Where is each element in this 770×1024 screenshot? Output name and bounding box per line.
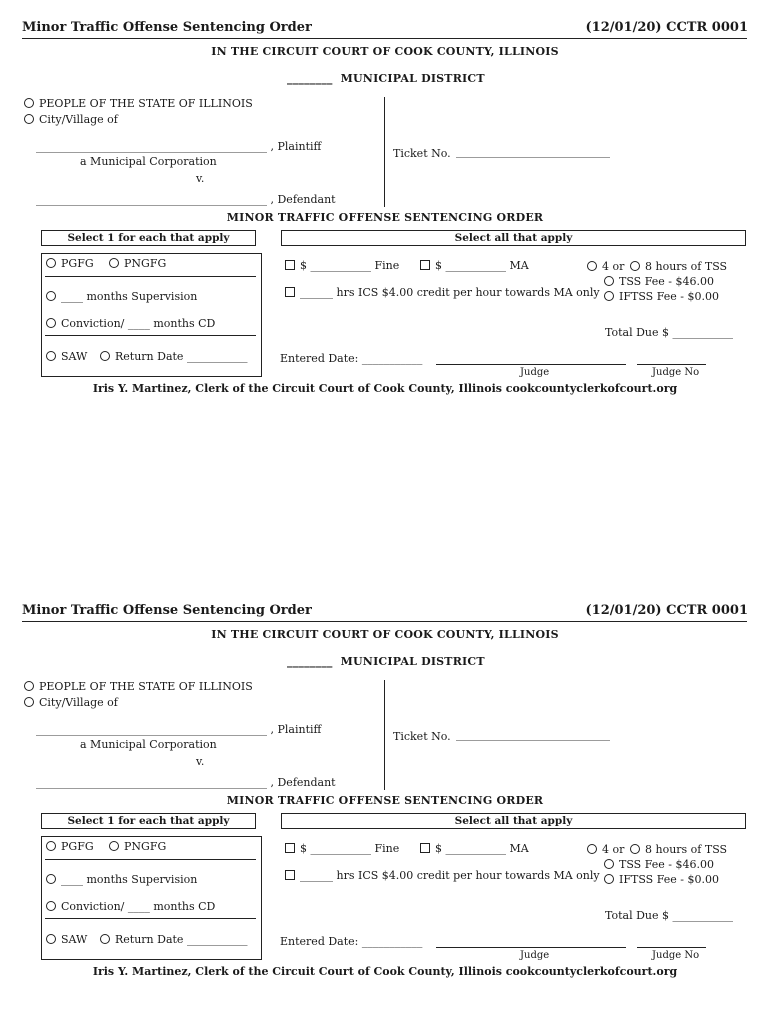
ticket-number-field[interactable]: ____________________________ [456, 145, 610, 158]
supervision-radio[interactable] [46, 874, 56, 884]
supervision-label: ____ months Supervision [61, 873, 198, 886]
tss-4-option[interactable] [587, 843, 624, 856]
tss-fee-radio[interactable] [604, 859, 614, 869]
supervision-radio[interactable] [46, 291, 56, 301]
district-blank[interactable]: ________ [287, 72, 333, 85]
versus-label: v. [196, 172, 205, 185]
form-title: Minor Traffic Offense Sentencing Order [22, 603, 312, 618]
city-option-label: City/Village of [39, 113, 118, 126]
caption-divider [384, 97, 385, 207]
pgfg-label: PGFG [61, 257, 94, 270]
return-date-label: Return Date ___________ [115, 933, 248, 946]
pgfg-radio[interactable] [46, 841, 56, 851]
pngfg-label: PNGFG [124, 257, 167, 270]
entered-date-field[interactable]: Entered Date: ___________ [280, 935, 423, 948]
tss-8-radio[interactable] [630, 261, 640, 271]
row-divider [45, 859, 256, 860]
municipal-corp-label: a Municipal Corporation [80, 738, 217, 751]
title-divider [22, 621, 747, 622]
caption-divider [384, 680, 385, 790]
ma-label: $ ___________ MA [435, 842, 529, 855]
pngfg-label: PNGFG [124, 840, 167, 853]
conviction-radio[interactable] [46, 901, 56, 911]
supervision-label: ____ months Supervision [61, 290, 198, 303]
tss-8-label: 8 hours of TSS [645, 843, 728, 856]
pgfg-radio[interactable] [46, 258, 56, 268]
tss-8-option[interactable] [630, 260, 727, 273]
fine-label: $ ___________ Fine [300, 842, 400, 855]
pngfg-radio[interactable] [109, 258, 119, 268]
district-heading [287, 72, 485, 85]
tss-4-radio[interactable] [587, 844, 597, 854]
supervision-option[interactable] [46, 290, 197, 303]
entered-date-field[interactable]: Entered Date: ___________ [280, 352, 423, 365]
pgfg-option[interactable] [46, 840, 94, 853]
total-due-field[interactable]: Total Due $ ___________ [605, 909, 734, 922]
form-code: (12/01/20) CCTR 0001 [585, 20, 748, 35]
ma-label: $ ___________ MA [435, 259, 529, 272]
people-option-label: PEOPLE OF THE STATE OF ILLINOIS [39, 97, 253, 110]
return-date-option[interactable] [100, 350, 247, 363]
clerk-footer: Iris Y. Martinez, Clerk of the Circuit Court of Cook County, Illinois cookcountyclerkofcourt.org [92, 382, 678, 395]
conviction-option[interactable] [46, 317, 215, 330]
ics-option[interactable] [285, 869, 600, 882]
tss-4-label: 4 or [602, 843, 625, 856]
judge-no-label: Judge No [652, 950, 700, 961]
return-date-radio[interactable] [100, 934, 110, 944]
ics-label: ______ hrs ICS $4.00 credit per hour towards MA only [300, 286, 600, 299]
judge-label: Judge [520, 367, 550, 378]
tss-8-label: 8 hours of TSS [645, 260, 728, 273]
versus-label: v. [196, 755, 205, 768]
pgfg-label: PGFG [61, 840, 94, 853]
pngfg-option[interactable] [109, 840, 166, 853]
row-divider [45, 276, 256, 277]
return-date-label: Return Date ___________ [115, 350, 248, 363]
ma-option[interactable] [420, 259, 529, 272]
defendant-field[interactable]: __________________________________________ , Defendant [36, 193, 336, 206]
ma-checkbox[interactable] [420, 843, 430, 853]
ticket-label: Ticket No. [393, 730, 451, 743]
ma-option[interactable] [420, 842, 529, 855]
city-option[interactable] [24, 696, 118, 709]
city-radio[interactable] [24, 697, 34, 707]
iftss-fee-label: IFTSS Fee - $0.00 [619, 873, 719, 886]
saw-option[interactable] [46, 350, 87, 363]
people-radio[interactable] [24, 98, 34, 108]
total-due-field[interactable]: Total Due $ ___________ [605, 326, 734, 339]
saw-label: SAW [61, 933, 88, 946]
iftss-fee-option[interactable] [604, 290, 719, 303]
tss-8-option[interactable] [630, 843, 727, 856]
fine-option[interactable] [285, 842, 399, 855]
tss-8-radio[interactable] [630, 844, 640, 854]
iftss-fee-radio[interactable] [604, 874, 614, 884]
tss-fee-label: TSS Fee - $46.00 [619, 858, 714, 871]
ics-checkbox[interactable] [285, 870, 295, 880]
section-title: MINOR TRAFFIC OFFENSE SENTENCING ORDER [226, 794, 544, 807]
saw-label: SAW [61, 350, 88, 363]
sentencing-order-form-1 [0, 0, 770, 400]
tss-fee-option[interactable] [604, 275, 714, 288]
city-option[interactable] [24, 113, 118, 126]
judge-label: Judge [520, 950, 550, 961]
people-option-label: PEOPLE OF THE STATE OF ILLINOIS [39, 680, 253, 693]
fine-label: $ ___________ Fine [300, 259, 400, 272]
people-radio[interactable] [24, 681, 34, 691]
ics-checkbox[interactable] [285, 287, 295, 297]
tss-4-label: 4 or [602, 260, 625, 273]
conviction-radio[interactable] [46, 318, 56, 328]
plaintiff-field[interactable]: __________________________________________ , Plaintiff [36, 723, 322, 736]
fine-checkbox[interactable] [285, 843, 295, 853]
saw-option[interactable] [46, 933, 87, 946]
district-label: MUNICIPAL DISTRICT [340, 655, 485, 668]
row-divider [45, 335, 256, 336]
conviction-label: Conviction/ ____ months CD [61, 317, 216, 330]
select-all-header: Select all that apply [281, 813, 746, 829]
pngfg-radio[interactable] [109, 841, 119, 851]
select-all-header: Select all that apply [281, 230, 746, 246]
select-one-header: Select 1 for each that apply [41, 813, 256, 829]
court-heading: IN THE CIRCUIT COURT OF COOK COUNTY, ILLINOIS [211, 45, 559, 58]
judge-signature-line[interactable] [436, 364, 626, 365]
saw-radio[interactable] [46, 351, 56, 361]
tss-4-radio[interactable] [587, 261, 597, 271]
title-divider [22, 38, 747, 39]
fine-option[interactable] [285, 259, 399, 272]
supervision-option[interactable] [46, 873, 197, 886]
ticket-label: Ticket No. [393, 147, 451, 160]
sentencing-order-form-2 [0, 583, 770, 983]
judge-signature-line[interactable] [436, 947, 626, 948]
people-option[interactable] [24, 97, 253, 110]
conviction-label: Conviction/ ____ months CD [61, 900, 216, 913]
pngfg-option[interactable] [109, 257, 166, 270]
row-divider [45, 918, 256, 919]
district-heading [287, 655, 485, 668]
iftss-fee-label: IFTSS Fee - $0.00 [619, 290, 719, 303]
ics-option[interactable] [285, 286, 600, 299]
judge-number-line[interactable] [637, 947, 706, 948]
district-blank[interactable]: ________ [287, 655, 333, 668]
form-code: (12/01/20) CCTR 0001 [585, 603, 748, 618]
return-date-option[interactable] [100, 933, 247, 946]
clerk-footer: Iris Y. Martinez, Clerk of the Circuit Court of Cook County, Illinois cookcountyclerkofcourt.org [92, 965, 678, 978]
ics-label: ______ hrs ICS $4.00 credit per hour towards MA only [300, 869, 600, 882]
iftss-fee-option[interactable] [604, 873, 719, 886]
court-heading: IN THE CIRCUIT COURT OF COOK COUNTY, ILLINOIS [211, 628, 559, 641]
municipal-corp-label: a Municipal Corporation [80, 155, 217, 168]
tss-fee-radio[interactable] [604, 276, 614, 286]
pgfg-option[interactable] [46, 257, 94, 270]
tss-fee-label: TSS Fee - $46.00 [619, 275, 714, 288]
plaintiff-field[interactable]: __________________________________________ , Plaintiff [36, 140, 322, 153]
ma-checkbox[interactable] [420, 260, 430, 270]
iftss-fee-radio[interactable] [604, 291, 614, 301]
city-radio[interactable] [24, 114, 34, 124]
defendant-field[interactable]: __________________________________________ , Defendant [36, 776, 336, 789]
select-one-header: Select 1 for each that apply [41, 230, 256, 246]
form-title: Minor Traffic Offense Sentencing Order [22, 20, 312, 35]
ticket-number-field[interactable]: ____________________________ [456, 728, 610, 741]
tss-4-option[interactable] [587, 260, 624, 273]
conviction-option[interactable] [46, 900, 215, 913]
return-date-radio[interactable] [100, 351, 110, 361]
judge-no-label: Judge No [652, 367, 700, 378]
fine-checkbox[interactable] [285, 260, 295, 270]
district-label: MUNICIPAL DISTRICT [340, 72, 485, 85]
saw-radio[interactable] [46, 934, 56, 944]
tss-fee-option[interactable] [604, 858, 714, 871]
city-option-label: City/Village of [39, 696, 118, 709]
people-option[interactable] [24, 680, 253, 693]
section-title: MINOR TRAFFIC OFFENSE SENTENCING ORDER [226, 211, 544, 224]
judge-number-line[interactable] [637, 364, 706, 365]
